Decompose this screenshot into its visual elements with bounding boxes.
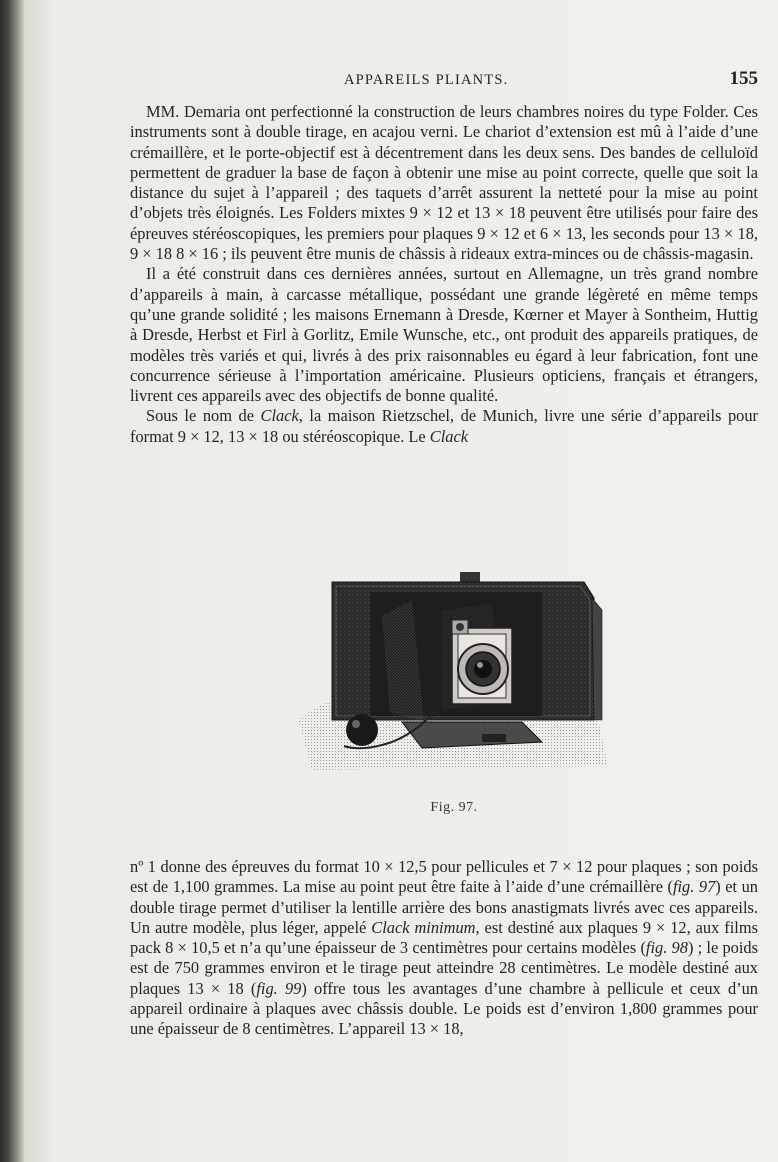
paragraph-allemagne: Il a été construit dans ces dernières années, surtout en Allemagne, un très grand nombre d’appareils à main, à carcasse métallique, possédant une grande légèreté en même temps qu’une grande solidité ; les maisons Ernemann à Dresde, Kœrner et Mayer à Sontheim, Huttig à Dresde, Herbst et Firl à Gorlitz, Emile Wunsche, etc., ont produit des appareils pratiques, de modèles très variés et qui, livrés à des prix raisonnables eu égard à leur fabrication, font une concurrence sérieuse à l’importation américaine. Plusieurs opticiens, français et étrangers, livrent ces appareils avec des objectifs de bonne qualité. (130, 264, 758, 406)
book-binding-shadow (0, 0, 24, 1162)
text-run: , la maison Rietzschel, de Munich, livre une série d’appareils pour format 9 × 12, 13 × 18 ou stéréoscopique. Le (130, 406, 758, 446)
emphasis-fig-ref: fig. 97 (672, 877, 716, 897)
text-run: ) et un double tirage permet d’utiliser la lentille arrière des bons anastigmats livrés avec ces appareils. Un autre modèle, plus léger, appelé (130, 877, 759, 937)
paragraph-demaria: MM. Demaria ont perfectionné la construction de leurs chambres noires du type Folder. Ces instruments sont à double tirage, en acajou verni. Le chariot d’extension est mû à l’aide d’une crémaillère, et le porte-objectif est à décentrement dans les deux sens. Des bandes de celluloïd permettent de graduer la base de façon à obtenir une mise au point correcte, quelle que soit la distance du sujet à l’appareil ; des taquets d’arrêt assurent la netteté pour la mise au point d’objets très éloignés. Les Folders mixtes 9 × 12 et 13 × 18 peuvent être utilisés pour faire des épreuves stéréoscopiques, les premiers pour plaques 9 × 12 et 6 × 13, les seconds pour 13 × 18, 9 × 18 8 × 16 ; ils peuvent être munis de châssis à rideaux extra-minces ou de châssis-magasin. (130, 102, 758, 264)
camera-engraving-illustration (292, 570, 610, 785)
emphasis-fig-ref: fig. 99 (256, 978, 302, 998)
text-block-bottom (130, 857, 758, 1040)
text-run: ) ; le poids est de 750 grammes environ et le tirage peut atteindre 28 centimètres. Le modèle destiné aux plaques 13 × 18 ( (130, 938, 759, 998)
text-run: Sous le nom de (146, 406, 261, 426)
paragraph-continuation (130, 857, 758, 1040)
text-run: nº 1 donne des épreuves du format 10 × 12,5 pour pellicules et 7 × 12 pour plaques ; son poids est de 1,100 grammes. La mise au point peut être faite à l’aide d’une crémaillère ( (130, 857, 758, 897)
text-run: , est destiné aux plaques 9 × 12, aux films pack 8 × 10,5 et n’a qu’une épaisseur de 3 centimètres pour certains modèles ( (130, 917, 758, 958)
page-header (24, 68, 778, 96)
emphasis-fig-ref: fig. 98 (645, 938, 688, 958)
text-block-top (130, 102, 758, 447)
emphasis-clack: Clack (429, 426, 469, 446)
paragraph-clack-intro (130, 406, 758, 447)
figure-caption: Fig. 97. (430, 800, 478, 815)
emphasis-clack-minimum: Clack minimum (371, 917, 476, 937)
page-number: 155 (729, 68, 758, 89)
book-page (24, 0, 778, 1162)
running-title: APPAREILS PLIANTS. (344, 72, 509, 88)
emphasis-clack: Clack (260, 406, 299, 426)
text-run: ) offre tous les avantages d’une chambre à pellicule et ceux d’un appareil ordinaire à plaques avec châssis double. Le poids est d’environ 1,800 grammes pour une épaisseur de 8 centimètres. L’appareil 13 × 18, (130, 978, 758, 1039)
